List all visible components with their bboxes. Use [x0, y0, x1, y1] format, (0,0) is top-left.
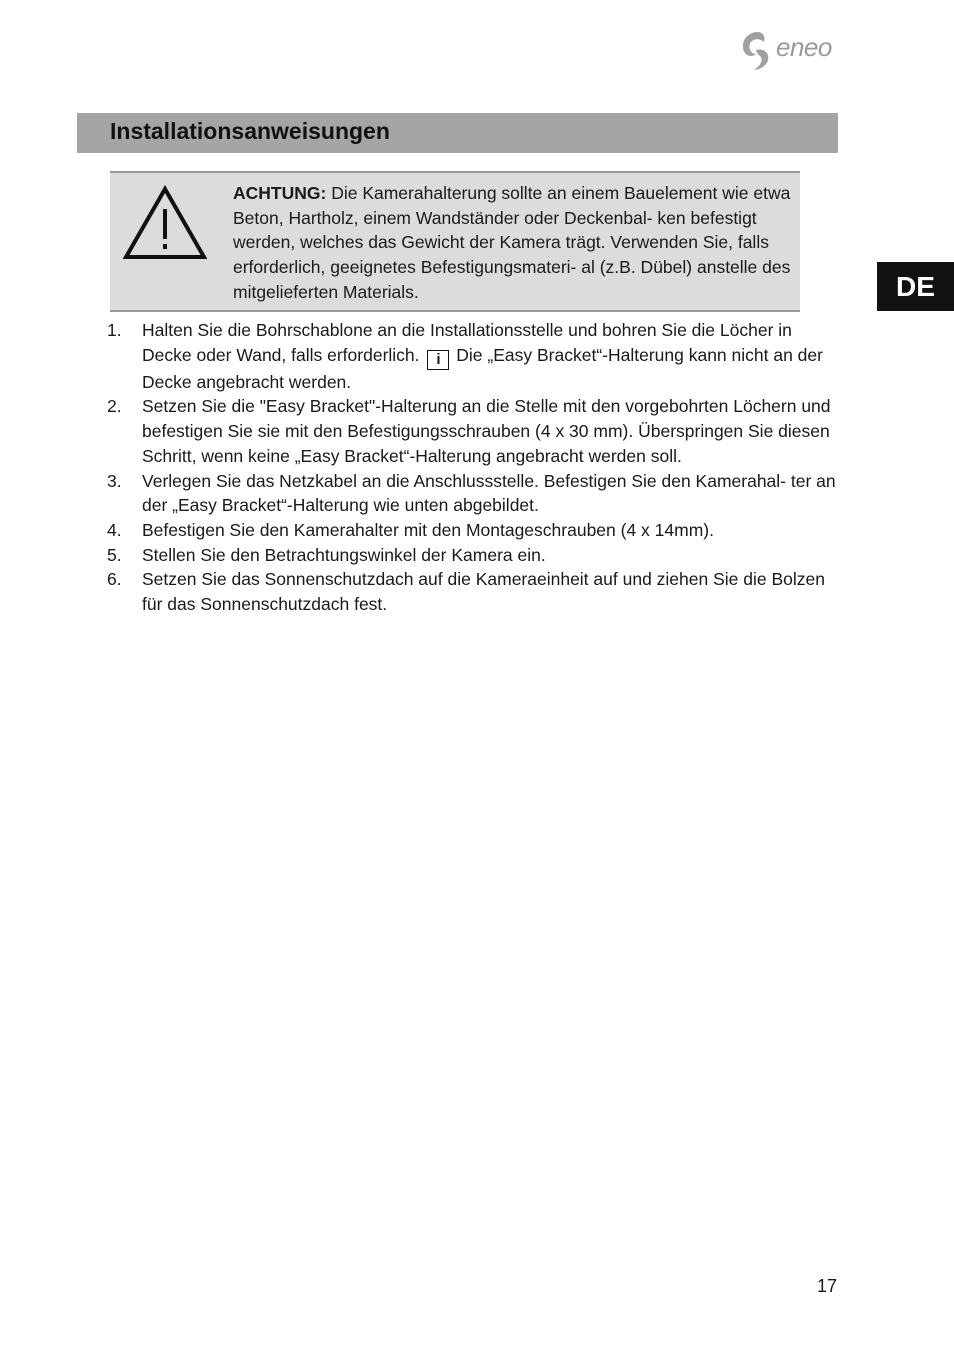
warning-label: ACHTUNG: [233, 183, 327, 203]
step-number: 1. [107, 320, 122, 340]
brand-logo-text: eneo [776, 32, 832, 62]
step-text: Befestigen Sie den Kamerahalter mit den Montageschrauben (4 x 14mm). [142, 519, 714, 540]
list-item [107, 469, 842, 518]
warning-triangle-icon [123, 185, 207, 261]
step-number: 5. [107, 544, 122, 565]
installation-steps [107, 318, 842, 617]
warning-text [233, 181, 793, 305]
language-tab: DE [877, 262, 954, 311]
list-item [107, 567, 842, 616]
step-number: 3. [107, 470, 122, 491]
step-number: 6. [107, 569, 122, 590]
step-text: Stellen Sie den Betrachtungswinkel der Kamera ein. [142, 544, 546, 565]
list-item [107, 518, 842, 543]
step-text: Verlegen Sie das Netzkabel an die Anschlussstelle. Befestigen Sie den Kamerahal- ter an der „Easy Bracket“-Halterung wie unten abgebildet. [142, 470, 836, 516]
list-item [107, 394, 842, 468]
page-title: Installationsanweisungen [110, 118, 390, 144]
step-text: Halten Sie die Bohrschablone an die Installationsstelle und bohren Sie die Löcher in Decke oder Wand, falls erforderlich. [142, 320, 792, 365]
info-icon: i [427, 350, 449, 370]
step-text: Setzen Sie die "Easy Bracket"-Halterung an die Stelle mit den vorgebohrten Löchern und befestigen Sie sie mit den Befestigungsschrauben (4 x 30 mm). Überspringen Sie diesen Schritt, wenn keine „Easy Bracket“-Halterung angebracht werden soll. [142, 396, 831, 466]
warning-body: Die Kamerahalterung sollte an einem Bauelement wie etwa Beton, Hartholz, einem Wandständer oder Deckenbal- ken befestigt werden, welches das Gewicht der Kamera trägt. Verwenden Sie, falls erforderlich, geeignetes Befestigungsmateri- al (z.B. Dübel) anstelle des mitgelieferten Materials. [233, 183, 791, 302]
list-item [107, 543, 842, 568]
warning-box [110, 171, 800, 312]
section-heading-bar [77, 113, 838, 153]
step-number: 2. [107, 396, 122, 417]
list-item [107, 318, 842, 394]
step-number: 4. [107, 519, 122, 540]
step-text: Setzen Sie das Sonnenschutzdach auf die Kameraeinheit auf und ziehen Sie die Bolzen für das Sonnenschutzdach fest. [142, 569, 825, 615]
step-text-continued: Die „Easy Bracket“-Halterung kann nicht an der Decke angebracht werden. [142, 344, 823, 392]
page-number: 17 [817, 1276, 838, 1296]
